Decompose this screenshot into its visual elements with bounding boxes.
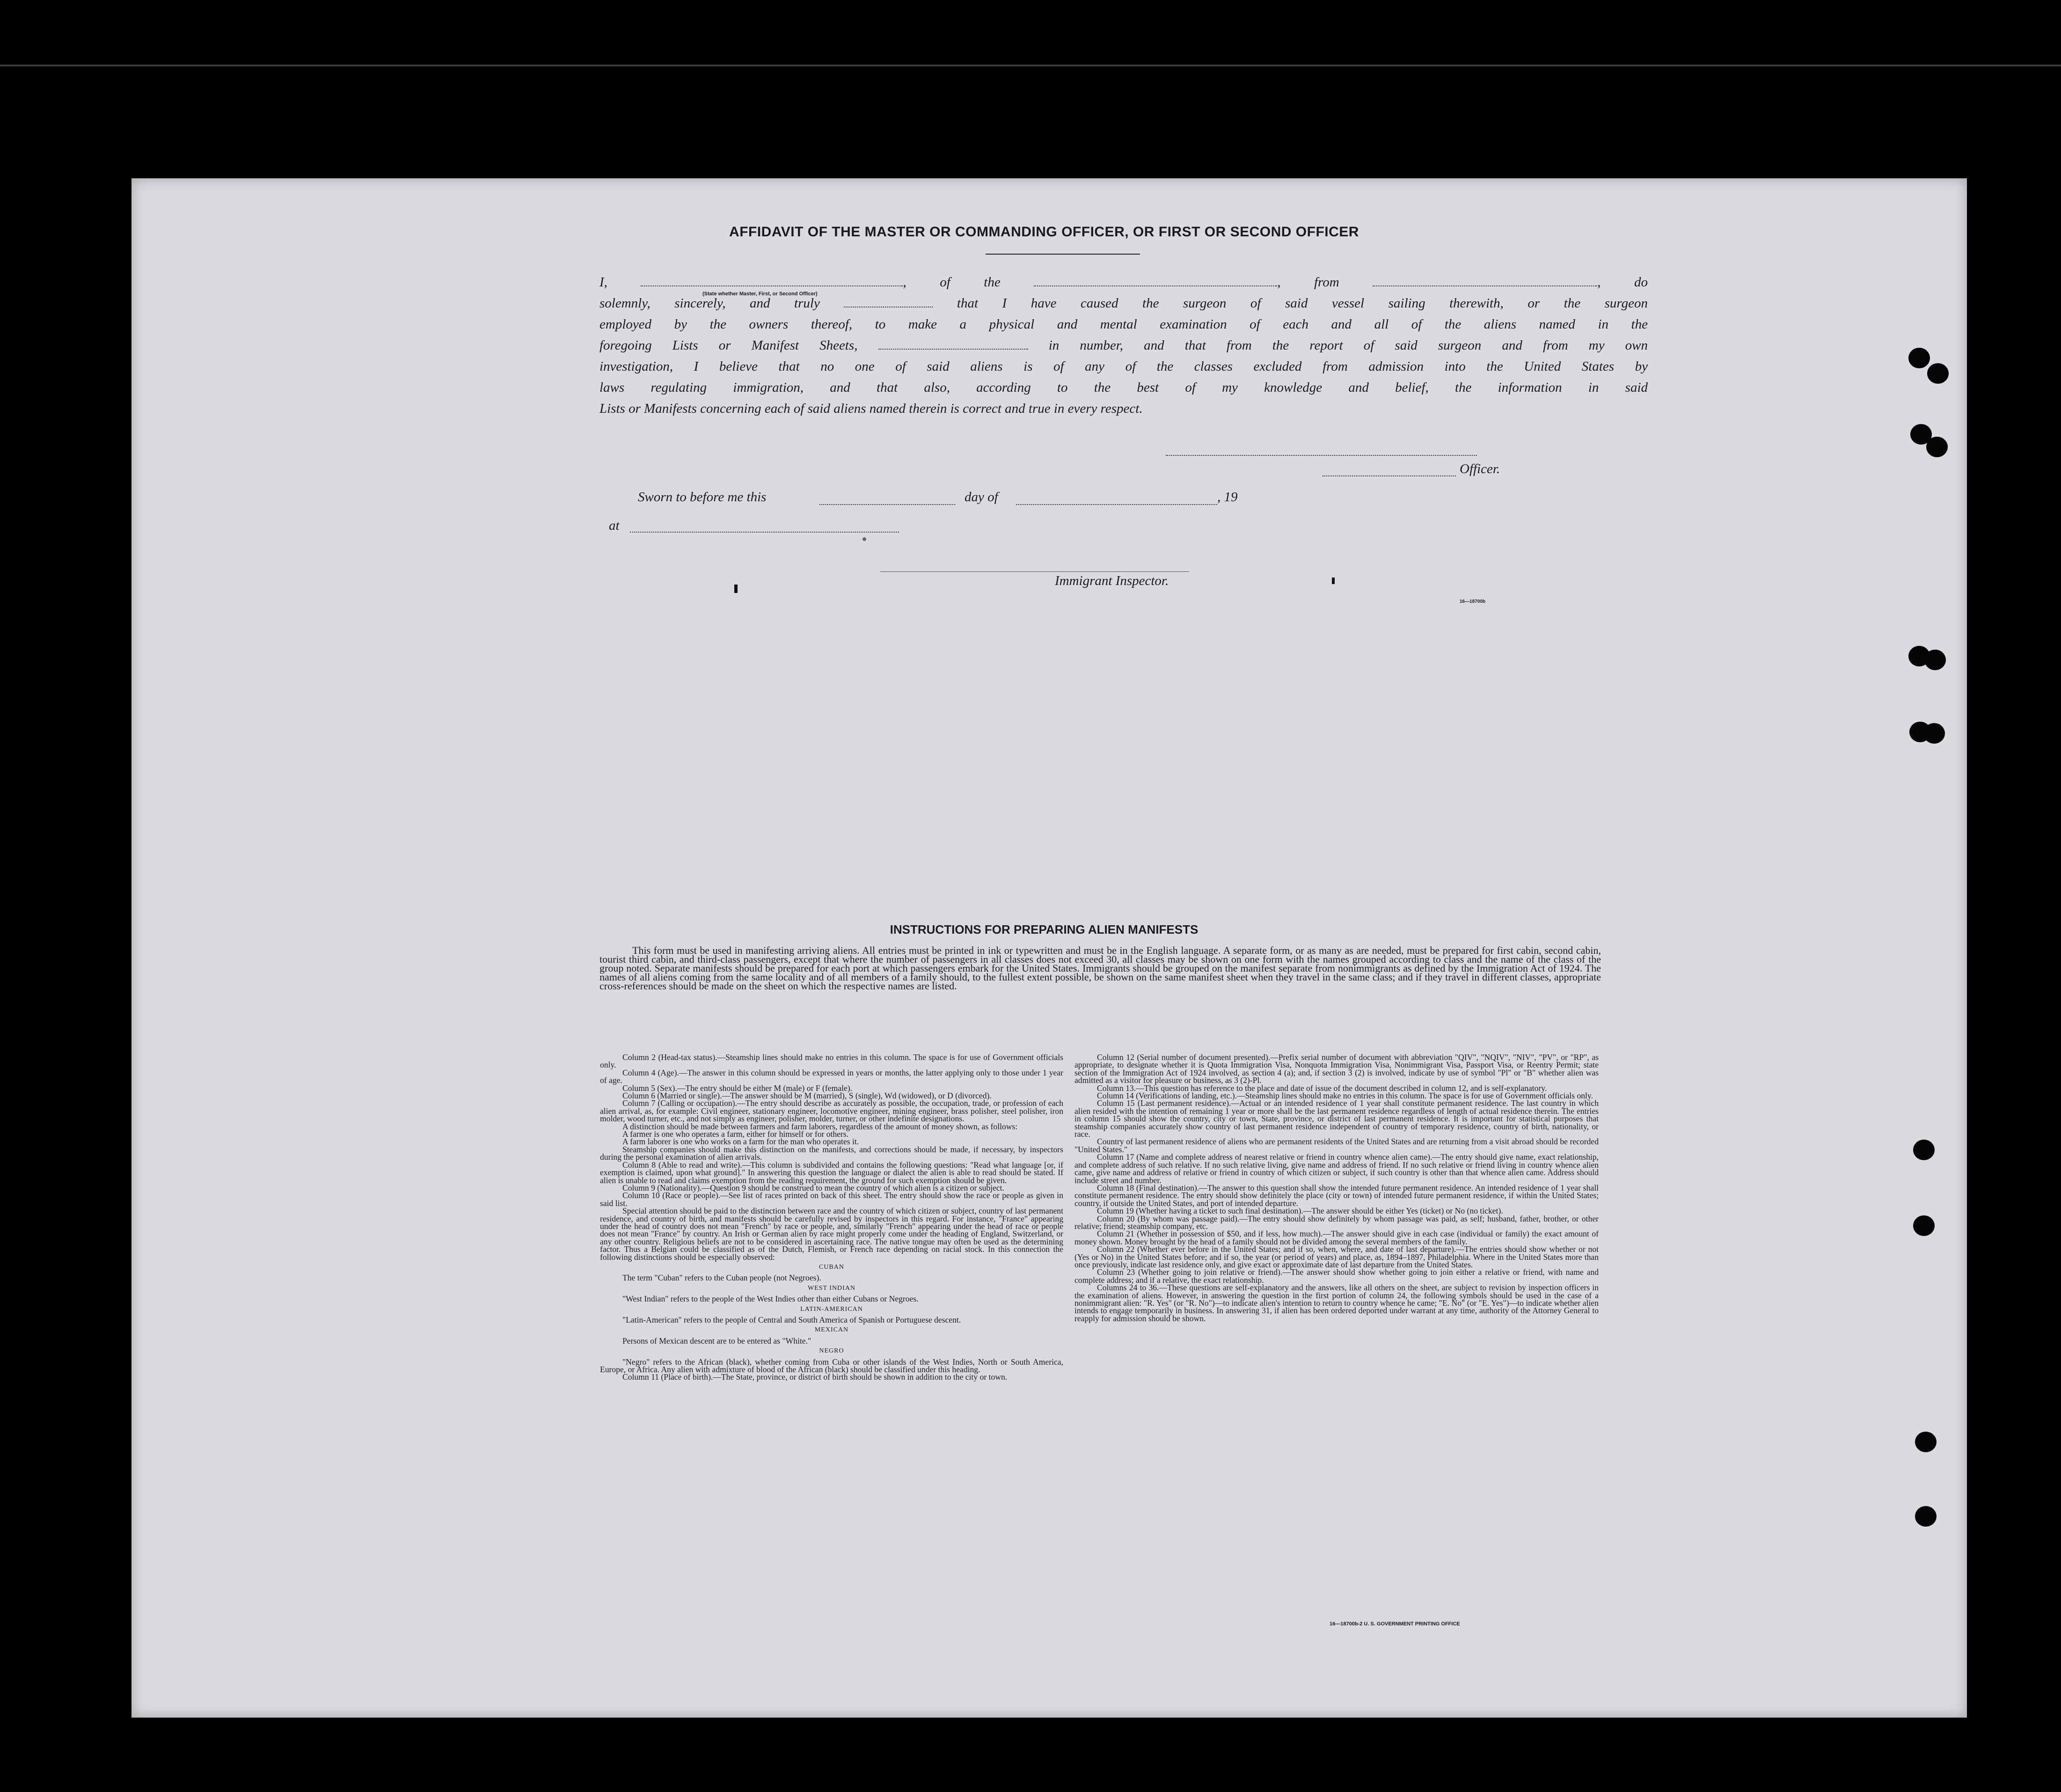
cuban-text: The term "Cuban" refers to the Cuban people (not Negroes).: [622, 1273, 821, 1283]
port-blank[interactable]: [1373, 274, 1597, 286]
left-paragraph: Column 7 (Calling or occupation).—The entry should describe as accurately as possible, the occupation, trade, or profession of each alien arrival, as, for example: Civil engineer, stationary engineer, locomotive engineer, mining engineer, brass polisher, steel polisher, iron molder, wood turner, etc., and not simply as engineer, polisher, molder, turner, or other indefinite designations.: [600, 1098, 1063, 1124]
right-paragraph: Column 13.—This question has reference to the place and date of issue of the document described in column 12, and is self-explanatory.: [1097, 1083, 1547, 1093]
right-paragraph: Column 18 (Final destination).—The answer to this question shall show the intended future permanent residence. An intended residence of 1 year shall constitute permanent residence. The entry should show definitely the place (city or town) of intended future permanent residence, if within the United States; country, if outside the United States, and port of intended departure.: [1074, 1183, 1599, 1208]
punch-hole: [1926, 437, 1948, 457]
west-indian-heading: WEST INDIAN: [807, 1284, 856, 1292]
aff-do: , do: [1597, 275, 1648, 290]
west-indian-text: "West Indian" refers to the people of the West Indies other than either Cubans or Negroes.: [622, 1294, 919, 1304]
sworn-month-blank[interactable]: [1016, 493, 1217, 505]
officer-label: Officer.: [1460, 461, 1500, 476]
sworn-day-blank[interactable]: [819, 493, 955, 505]
left-paragraph: Column 2 (Head-tax status).—Steamship lines should make no entries in this column. The space is for use of Government officials only.: [600, 1053, 1063, 1070]
aff-line4-rest: in number, and that from the report of said surgeon and from my own: [1048, 338, 1648, 353]
negro-text: "Negro" refers to the African (black), whether coming from Cuba or other islands of the West Indies, North or South America, Europe, or Africa. Any alien with admixture of blood of the African (black) should be classified under this heading.: [600, 1357, 1063, 1375]
left-paragraph: Column 9 (Nationality).—Question 9 should be construed to mean the country of which alien is a citizen or subject.: [622, 1183, 1004, 1192]
form-number: 16—18700b: [1460, 599, 1486, 604]
column11-text: Column 11 (Place of birth).—The State, province, or district of birth should be shown in addition to the city or town.: [622, 1372, 1008, 1382]
left-paragraph: A distinction should be made between farmers and farm laborers, regardless of the amount of money shown, as follows:: [622, 1121, 1018, 1131]
officer-title-blank[interactable]: [1323, 464, 1456, 476]
signature-blank[interactable]: [1166, 444, 1477, 456]
left-paragraph: Column 10 (Race or people).—See list of races printed on back of this sheet. The entry should show the race or people as given in said list.: [600, 1191, 1063, 1208]
punch-hole: [1908, 348, 1930, 368]
aff-of-the: , of the: [903, 275, 1001, 290]
title-rule: [986, 254, 1140, 255]
left-paragraph: Special attention should be paid to the distinction between race and the country of which citizen or subject, country of last permanent residence, and country of birth, and manifests should be carefully revised by inspectors in this regard. For instance, "France" appearing under the head of country does not mean "French" by race or people, and, similarly "French" appearing under the head of race or people does not mean "France" by country. An Irish or German alien by race might properly come under the heading of England, Switzerland, or any other country. Religious beliefs are not to be considered in ascertaining race. The native tongue may often be used as the determining factor. Thus a Belgian could be classified as of the Dutch, Flemish, or French race depending on racial stock. In this connection the following distinctions should be especially observed:: [600, 1206, 1063, 1262]
inspector-label: Immigrant Inspector.: [1055, 573, 1169, 588]
aff-line7: Lists or Manifests concerning each of said aliens named therein is correct and true in every respect.: [599, 401, 1143, 416]
aff-line2-start: solemnly, sincerely, and truly: [599, 296, 820, 311]
speck: [1332, 578, 1335, 584]
year-label: , 19: [1217, 490, 1238, 505]
instructions-left-column: [600, 1053, 1063, 1381]
right-paragraph: Column 15 (Last permanent residence).—Actual or an intended residence of 1 year shall constitute permanent residence. The last country in which alien resided with the intention of remaining 1 year or more shall be the last permanent residence regardless of length of actual residence therein. The entries in column 15 should show the country, city or town, State, province, or district of last permanent residence. It is important for statistical purposes that steamship companies accurately show country of last permanent residence independent of country of temporary residence, country of birth, nationality, or race.: [1074, 1098, 1599, 1139]
instructions-intro: This form must be used in manifesting arriving aliens. All entries must be printed in ink or typewritten and must be in the English language. A separate form, or as many as are needed, must be prepared for first cabin, second cabin, tourist third cabin, and third-class passengers, except that where the number of passengers in all classes does not exceed 30, all classes may be shown on one form with the names grouped according to class and the name of the class of the group noted. Separate manifests should be prepared for each port at which passengers embark for the United States. Immigrants should be grouped on the manifest separate from nonimmigrants as defined by the Immigration Act of 1924. The names of all aliens coming from the same locality and of all members of a family should, to the fullest extent possible, be shown on the same manifest sheet when they travel in the same class; and if they travel in different classes, appropriate cross-references should be made on the sheet on which the respective names are listed.: [599, 944, 1601, 992]
aff-line2-rest: that I have caused the surgeon of said vessel sailing therewith, or the surgeon: [957, 296, 1648, 311]
instructions-title: INSTRUCTIONS FOR PREPARING ALIEN MANIFESTS: [890, 922, 1199, 936]
day-of-label: day of: [965, 490, 998, 505]
mexican-heading: MEXICAN: [814, 1326, 849, 1334]
sworn-label: Sworn to before me this: [638, 490, 767, 505]
instructions-right-column: [1074, 1053, 1599, 1322]
aff-line3: employed by the owners thereof, to make a physical and mental examination of each and all of the aliens named in the: [599, 317, 1648, 332]
state-note: (State whether Master, First, or Second Officer): [702, 291, 818, 297]
punch-hole: [1913, 1215, 1935, 1236]
punch-hole: [1915, 1432, 1937, 1452]
right-paragraph: Column 12 (Serial number of document presented).—Prefix serial number of document with abbreviation "QIV", "NQIV", "NIV", "PV", or "RP", as appropriate, to designate whether it is Quota Immigration Visa, Nonquota Immigration Visa, Nonimmigrant Visa, Passport Visa, or Reentry Permit; state section of the Immigration Act of 1924 involved, as section 4 (a); and, if section 3 (2) is involved, indicate by use of symbol "Pl" or "B" whether alien was admitted as a visitor for pleasure or business, as 3 (2)-Pl.: [1074, 1053, 1599, 1085]
cuban-heading: CUBAN: [819, 1263, 844, 1271]
sworn-place-blank[interactable]: [630, 520, 899, 533]
aff-line6: laws regulating immigration, and that also, according to the best of my knowledge and belief, the information in said: [599, 380, 1648, 395]
punch-hole: [1913, 1140, 1935, 1160]
latin-heading: LATIN-AMERICAN: [800, 1305, 863, 1313]
right-paragraph: Column 19 (Whether having a ticket to such final destination).—The answer should be either Yes (ticket) or No (no ticket).: [1097, 1206, 1503, 1216]
right-paragraph: Column 23 (Whether going to join relative or friend).—The answer should show whether going to join either a relative or friend, with name and complete address; and if a relative, the exact relationship.: [1074, 1267, 1599, 1285]
negro-heading: NEGRO: [819, 1347, 844, 1355]
latin-text: "Latin-American" refers to the people of Central and South America of Spanish or Portuguese descent.: [622, 1315, 961, 1324]
speck: [734, 585, 738, 593]
swear-blank[interactable]: [844, 295, 933, 307]
right-paragraph: Column 21 (Whether in possession of $50, and if less, how much).—The answer should give in each case (individual or family) the exact amount of money shown. Money brought by the head of a family should not be divided among the several members of the family.: [1074, 1229, 1599, 1246]
vessel-blank[interactable]: [1034, 274, 1277, 286]
right-paragraph: Column 17 (Name and complete address of nearest relative or friend in country whence alien came).—The entry should give name, exact relationship, and complete address of such relative. If no such relative living, give name and address of friend. If no such relative or friend living in country whence alien came, give name and address of relative or friend in country of which citizen or subject, if such country is other than that whence alien came. Address should include street and number.: [1074, 1152, 1599, 1185]
at-label: at: [609, 518, 620, 533]
left-paragraph: Column 8 (Able to read and write).—This column is subdivided and contains the following questions: "Read what language [or, if exemption is claimed, upon what ground]." In answering this question the language or dialect the alien is able to read should be stated. If alien is unable to read and claims exemption from the reading requirement, the ground for such exemption should be given.: [600, 1160, 1063, 1185]
left-paragraph: Column 5 (Sex).—The entry should be either M (male) or F (female).: [622, 1083, 853, 1093]
officer-rank-blank[interactable]: [641, 274, 903, 286]
punch-hole: [1915, 1506, 1937, 1527]
right-paragraph: Column 20 (By whom was passage paid).—The entry should show definitely by whom passage was paid, as self; husband, father, brother, or other relative; friend; steamship company, etc.: [1074, 1214, 1599, 1231]
footer-printing-office: 16—18700b-2 U. S. GOVERNMENT PRINTING OFFICE: [1330, 1621, 1460, 1627]
affidavit-title: AFFIDAVIT OF THE MASTER OR COMMANDING OFFICER, OR FIRST OR SECOND OFFICER: [729, 224, 1359, 240]
right-paragraph: Column 22 (Whether ever before in the United States; and if so, when, where, and date of last departure).—The entries should show whether or not (Yes or No) in the United States before; and if so, the year (or period of years) and place, as, 1894–1897, Philadelphia. Where in the United States more than once previously, indicate last residence only, and give exact or approximate date of last departure from the United States.: [1074, 1244, 1599, 1269]
left-paragraph: Steamship companies should make this distinction on the manifests, and corrections should be made, if necessary, by inspectors during the personal examination of alien arrivals.: [600, 1144, 1063, 1162]
right-paragraph: Column 14 (Verifications of landing, etc.).—Steamship lines should make no entries in this column. The space is for use of Government officials only.: [1097, 1091, 1593, 1101]
punch-hole: [1924, 650, 1946, 670]
film-edge-line: [0, 65, 2061, 66]
aff-line4-start: foregoing Lists or Manifest Sheets,: [599, 338, 858, 353]
left-paragraph: A farmer is one who operates a farm, either for himself or for others.: [622, 1129, 849, 1139]
aff-line5: investigation, I believe that no one of said aliens is of any of the classes excluded from admission into the United States by: [599, 359, 1648, 374]
left-paragraph: A farm laborer is one who works on a farm for the man who operates it.: [622, 1137, 859, 1147]
speck: [862, 537, 866, 541]
manifest-sheet: [132, 178, 1967, 1718]
punch-hole: [1927, 363, 1949, 384]
aff-from: , from: [1277, 275, 1339, 290]
aff-i: I,: [599, 275, 607, 290]
left-paragraph: Column 4 (Age).—The answer in this column should be expressed in years or months, the latter applying only to those under 1 year of age.: [600, 1068, 1063, 1085]
mexican-text: Persons of Mexican descent are to be entered as "White.": [622, 1336, 811, 1346]
right-paragraph: Country of last permanent residence of aliens who are permanent residents of the United States and are returning from a visit abroad should be recorded "United States.": [1074, 1137, 1599, 1154]
inspector-signature-line: [880, 571, 1189, 572]
sheet-count-blank[interactable]: [878, 337, 1028, 350]
right-paragraph: Columns 24 to 36.—These questions are self-explanatory and the answers, like all others on the sheet, are subject to revision by inspection officers in the examination of aliens. However, in answering the question in the first portion of column 24, the following symbols should be used in the case of a nonimmigrant alien: "R. Yes" (or "R. No")—to indicate alien's intention to return to country whence he came; "E. No" (or "E. Yes")—to indicate whether alien intends to engage temporarily in business. In answering 31, if alien has been ordered deported under warrant at any time, authority of the Attorney General to reapply for admission should be shown.: [1074, 1283, 1599, 1323]
punch-hole: [1923, 723, 1945, 744]
left-paragraph: Column 6 (Married or single).—The answer should be M (married), S (single), Wd (widowed), or D (divorced).: [622, 1091, 992, 1101]
